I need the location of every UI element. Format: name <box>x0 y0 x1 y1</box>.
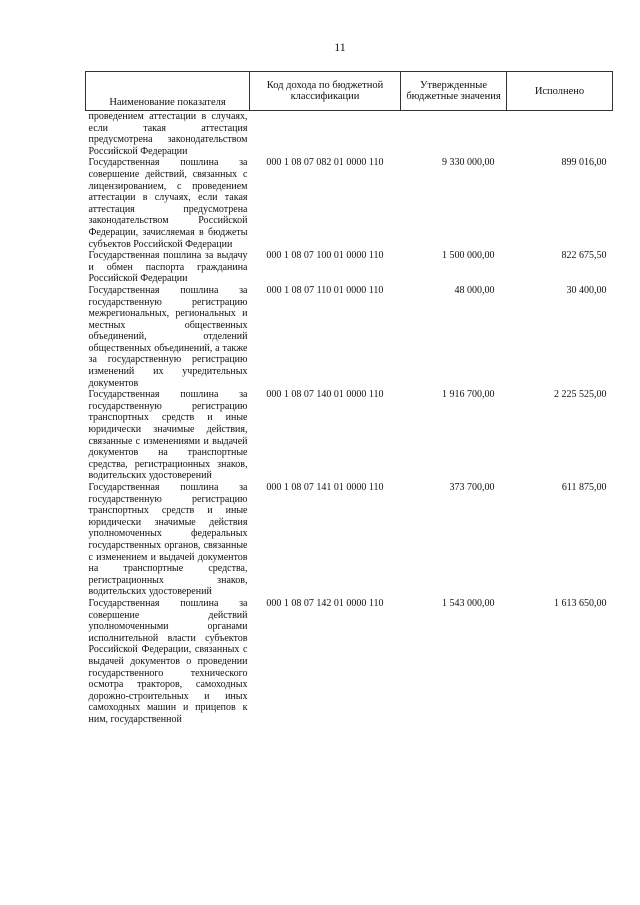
row-approved-value: 48 000,00 <box>454 284 495 296</box>
row-indicator-name: Государственная пошлина за государственную регистрацию транспортных средств и иные юридически значимые действия уполномоченных федеральных государственных органов, связанные с изменением и выдачей документов на транспортные средства, регистрационных знаков, водительских удостоверений <box>88 482 248 598</box>
table-row <box>86 482 613 598</box>
page-number: 11 <box>334 40 346 54</box>
row-approved-value <box>401 111 507 158</box>
row-indicator-name: проведением аттестации в случаях, если такая аттестация предусмотрена законодательством Российской Федерации <box>88 111 248 157</box>
table-row <box>86 157 613 250</box>
row-revenue-code: 000 1 08 07 141 01 0000 110 <box>266 482 384 493</box>
row-approved-value: 1 543 000,00 <box>442 597 495 609</box>
row-approved-value: 9 330 000,00 <box>442 157 495 169</box>
row-revenue-code <box>250 111 401 158</box>
row-revenue-code: 000 1 08 07 082 01 0000 110 <box>266 157 384 169</box>
table-row <box>86 598 613 726</box>
row-indicator-name: Государственная пошлина за государственную регистрацию межрегиональных, региональных и местных общественных объединений, отделений общественных объединений, а также за государственную регистрацию изменений их учредительных документов <box>88 284 248 389</box>
header-indicator-name: Наименование показателя <box>86 72 250 111</box>
revenue-table <box>85 71 613 725</box>
row-executed-value: 611 875,00 <box>561 482 607 493</box>
row-executed-value: 30 400,00 <box>566 284 607 296</box>
row-revenue-code: 000 1 08 07 100 01 0000 110 <box>266 250 384 262</box>
table-row <box>86 389 613 482</box>
row-approved-value: 1 916 700,00 <box>442 389 495 401</box>
row-indicator-name: Государственная пошлина за совершение действий уполномоченными органами исполнительной власти субъектов Российской Федерации, связанных с выдачей документов о проведении государственного технического осмотра тракторов, самоходных дорожно-строительных и иных самоходных машин и прицепов к ним, государственной <box>88 597 248 725</box>
row-revenue-code: 000 1 08 07 110 01 0000 110 <box>266 284 384 296</box>
table-row <box>86 111 613 158</box>
row-executed-value: 899 016,00 <box>561 157 607 169</box>
table-row <box>86 285 613 389</box>
header-approved-values: Утвержденные бюджетные значения <box>401 72 507 111</box>
row-approved-value: 1 500 000,00 <box>442 250 495 262</box>
row-executed-value: 1 613 650,00 <box>554 597 607 609</box>
row-revenue-code: 000 1 08 07 140 01 0000 110 <box>266 389 384 401</box>
row-indicator-name: Государственная пошлина за государственную регистрацию транспортных средств и иные юридически значимые действия, связанные с изменениями и выдачей документов на транспортные средства, регистрационных знаков, водительских удостоверений <box>88 389 248 482</box>
row-approved-value: 373 700,00 <box>449 482 495 493</box>
row-executed-value: 822 675,50 <box>561 250 607 262</box>
header-revenue-code: Код дохода по бюджетной классификации <box>250 72 401 111</box>
header-executed: Исполнено <box>507 72 613 111</box>
row-indicator-name: Государственная пошлина за выдачу и обмен паспорта гражданина Российской Федерации <box>88 250 248 285</box>
table-header-row <box>86 72 613 111</box>
table-row <box>86 250 613 285</box>
row-executed-value <box>507 111 613 158</box>
row-executed-value: 2 225 525,00 <box>554 389 607 401</box>
row-indicator-name: Государственная пошлина за совершение действий, связанных с лицензированием, с проведением аттестации в случаях, если такая аттестация предусмотрена законодательством Российской Федерации, зачисляемая в бюджеты субъектов Российской Федерации <box>88 157 248 250</box>
row-revenue-code: 000 1 08 07 142 01 0000 110 <box>266 597 384 609</box>
